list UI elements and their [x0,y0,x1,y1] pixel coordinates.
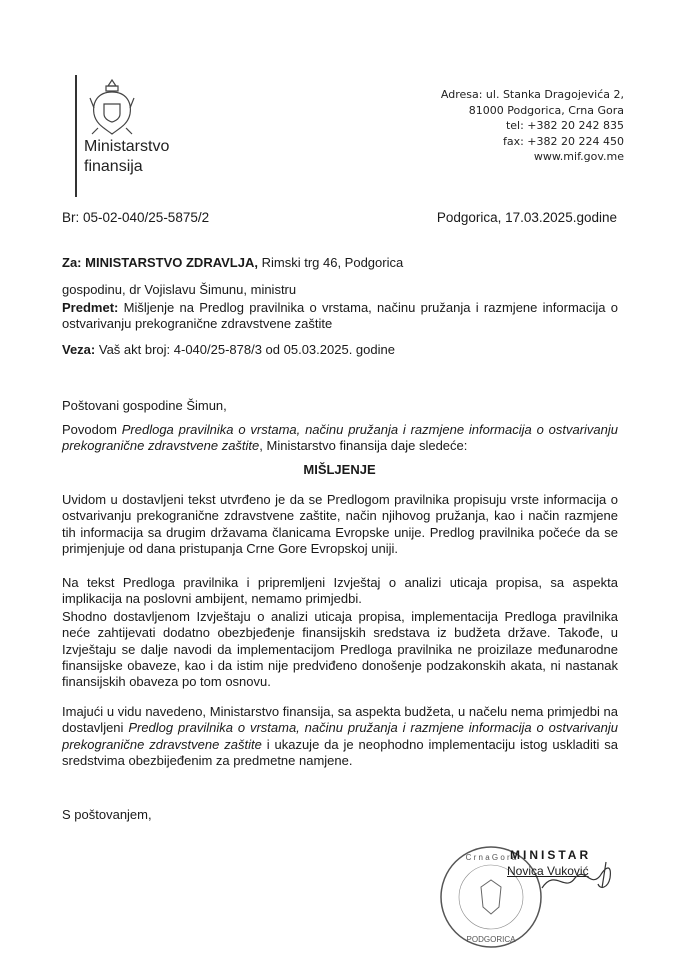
handwritten-signature [540,858,620,898]
ministry-name-line2: finansija [84,158,143,175]
coat-of-arms-logo [88,78,136,140]
section-title: MIŠLJENJE [303,462,376,477]
intro-title: Predloga pravilnika o vrstama, načinu pružanja i razmjene informacija o ostvarivanju prekogranične zdravstvene zaštite [62,422,618,454]
intro-text-end: , Ministarstvo finansija daje sledeće: [259,438,468,454]
recipient-person: gospodinu, dr Vojislavu Šimunu, ministru [62,282,297,297]
address-line: 81000 Podgorica, Crna Gora [468,103,624,117]
reference [62,342,618,358]
signatory-name: Novica Vuković [507,864,589,878]
reference-number: Br: 05-02-040/25-5875/2 [62,210,210,225]
paragraph [62,704,618,769]
reference-text: Vaš akt broj: 4-040/25-878/3 od 05.03.2025. godine [95,342,395,357]
address-line: Adresa: ul. Stanka Dragojevića 2, [440,88,624,101]
website: www.mif.gov.me [533,150,624,163]
phone: tel: +382 20 242 835 [505,119,624,132]
svg-text:C r n a G o r a: C r n a G o r a [465,853,517,862]
contact-address [441,87,624,165]
paragraph-text: Imajući u vidu navedeno, Ministarstvo finansija, sa aspekta budžeta, u načelu nema primjedbi na dostavljeni [62,704,618,736]
fax: fax: +382 20 224 450 [502,134,624,148]
recipient-name: MINISTARSTVO ZDRAVLJA, [85,255,258,270]
intro-text: Povodom [62,422,122,437]
paragraph-title: Predlog pravilnika o vrstama, načinu pružanja i razmjene informacija o ostvarivanju prekogranične zdravstvene zaštite [62,720,618,752]
recipient [62,255,618,271]
signature-title: MINISTAR [510,848,592,862]
letter-date: Podgorica, 17.03.2025.godine [436,210,617,225]
recipient-label: Za: [62,255,82,270]
paragraph-text-end: i ukazuje da je neophodno implementaciju istog uskladiti sa sredstvima obezbijeđenim za predmetne namjene. [62,736,618,768]
paragraph: Na tekst Predloga pravilnika i pripremljeni Izvještaj o analizi uticaja propisa, sa aspekta implikacija na poslovni ambijent, nemamo primjedbi. [62,575,618,607]
reference-label: Veza: [62,342,96,357]
paragraph: Uvidom u dostavljeni tekst utvrđeno je da se Predlogom pravilnika propisuju vrste informacija o ostvarivanju prekogranične zdravstvene zaštite, način njihovog pružanja, kao i način razmjene tih informacija sa drugim državama članicama Evropske unije. Predlog pravilnika počeće da se primjenjuje od dana pristupanja Crne Gore Evropskoj uniji. [62,492,618,556]
subject-label: Predmet: [62,300,119,315]
ministry-name [84,137,169,177]
ministry-name-line1: Ministarstvo [84,138,170,155]
subject-text: Mišljenje na Predlog pravilnika o vrstama, načinu pružanja i razmjene informacija o ostvarivanju prekogranične zdravstvene zaštite [62,300,618,332]
paragraph: Shodno dostavljenom Izvještaju o analizi uticaja propisa, implementacija Predloga pravilnika neće zahtijevati dodatno obezbjeđenje finansijskih sredstava iz budžeta države. Takođe, u Izvještaju se dalje navodi da implementacijom Predloga pravilnika ne proizilaze međunarodne finansijske obaveze, kao i da istim nije predviđeno donošenje podzakonskih akata, ni nastanak finansijskih obaveza po tom osnovu. [62,609,618,690]
closing: S poštovanjem, [62,807,152,822]
greeting: Poštovani gospodine Šimun, [62,398,227,413]
subject [62,300,618,333]
recipient-address: Rimski trg 46, Podgorica [257,255,404,270]
intro-paragraph [62,422,618,455]
svg-text:PODGORICA: PODGORICA [466,935,516,944]
letterhead-divider [75,75,77,197]
